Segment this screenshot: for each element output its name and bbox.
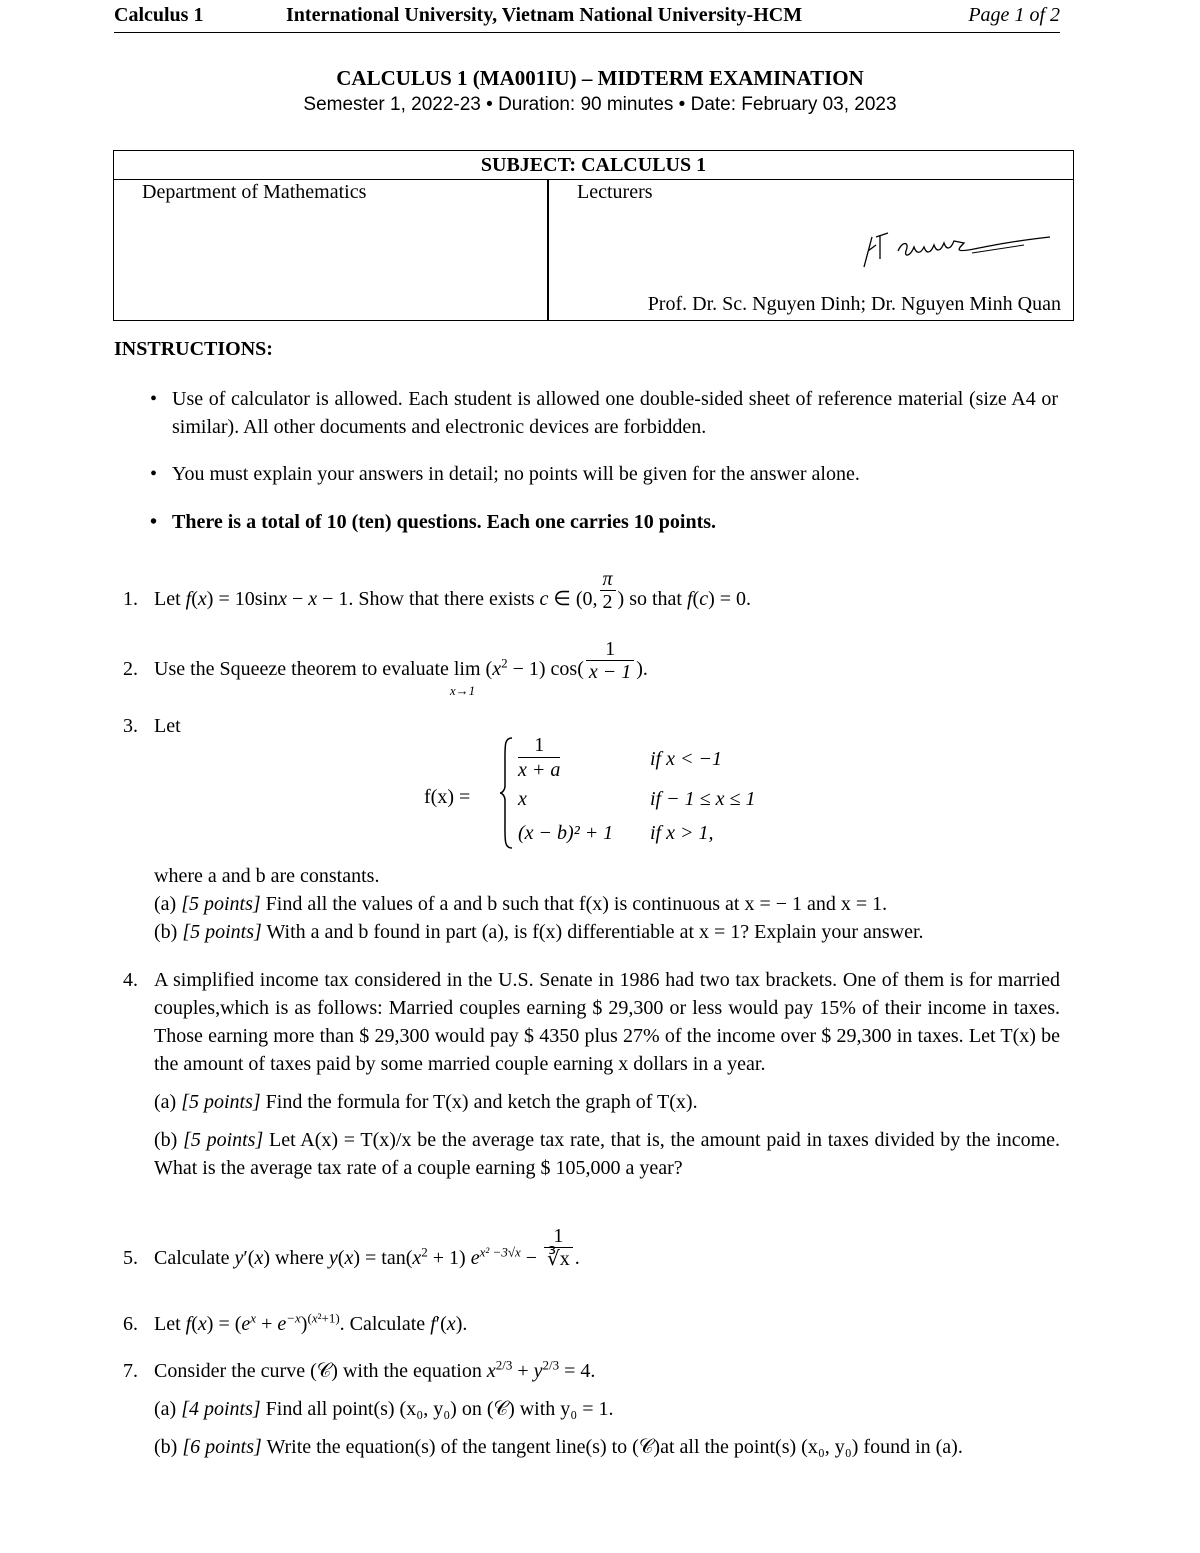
header-university: International University, Vietnam National University-HCM [286, 4, 803, 26]
question-text: Consider the curve (𝒞) with the equation $x^{2/3} + y^{2/3} = 4$. [154, 1357, 596, 1382]
bullet-icon: • [150, 388, 158, 410]
department-label: Department of Mathematics [142, 181, 367, 203]
exam-title: CALCULUS 1 (MA001IU) – MIDTERM EXAMINATION [336, 66, 864, 90]
lecturer-signature [854, 223, 1054, 271]
part-a: (a) [5 points] Find all the values of a and b such that f(x) is continuous at x = − 1 and x = 1. [154, 893, 888, 915]
instruction-text: You must explain your answers in detail; no points will be given for the answer alone. [172, 463, 860, 485]
piecewise-cond-2: if − 1 ≤ x ≤ 1 [650, 788, 756, 810]
instruction-text: Use of calculator is allowed. Each student is allowed one double-sided sheet of reference material (size A4 or similar). All other documents and electronic devices are forbidden. [172, 388, 1058, 438]
question-text: Let f(x) = 10sinx − x − 1. Show that there exists c ∈ (0, $\frac{\pi}{2}$ ) so that f(c) = 0. [154, 567, 752, 613]
question-number: 1. [123, 588, 138, 610]
question-number: 2. [123, 658, 138, 680]
instruction-text: There is a total of 10 (ten) questions. Each one carries 10 points. [172, 511, 717, 533]
bullet-icon: • [150, 463, 158, 485]
header-course: Calculus 1 [114, 4, 204, 26]
question-number: 7. [123, 1360, 138, 1382]
question-text: Let [154, 715, 181, 737]
bullet-icon: • [150, 511, 158, 533]
piecewise-cond-1: if x < −1 [650, 748, 722, 770]
instructions-heading: INSTRUCTIONS: [114, 338, 273, 360]
lecturers-names: Prof. Dr. Sc. Nguyen Dinh; Dr. Nguyen Minh Quan [647, 293, 1061, 315]
question-note: where a and b are constants. [154, 865, 380, 887]
question-number: 6. [123, 1313, 138, 1335]
piecewise-case-1: 1 x + a [518, 734, 561, 781]
piecewise-case-2: x [518, 788, 527, 810]
left-brace-icon [498, 736, 514, 850]
piecewise-cond-3: if x > 1, [650, 822, 714, 844]
question-text: Calculate y′(x) where $y(x) = \tan(x^2 + 1) e^{x^2 -3√x}$ − $\frac{1}{∛x}$ . [154, 1224, 580, 1270]
header-page-number: Page 1 of 2 [968, 4, 1060, 26]
lecturers-label: Lecturers [577, 181, 653, 203]
part-b: (b) [5 points] Let A(x) = T(x)/x be the average tax rate, that is, the amount paid in taxes divided by the income. What is the average tax rate of a couple earning $ 105,000 a year? [154, 1129, 1061, 1179]
piecewise-case-3: (x − b)² + 1 [518, 822, 614, 844]
piecewise-lhs: f(x) = [424, 786, 471, 808]
question-number: 4. [123, 969, 138, 991]
part-a: (a) [4 points] Find all point(s) (x₀, y₀) on (𝒞) with y₀ = 1. [154, 1398, 614, 1420]
question-number: 5. [123, 1247, 138, 1269]
question-text: Let $f(x) = (e^x + e^{-x})^{(x^2+1)}$. Calculate f′(x). [154, 1310, 468, 1335]
table-divider [547, 179, 549, 320]
question-text: A simplified income tax considered in the U.S. Senate in 1986 had two tax brackets. One of them is for married couples,which is as follows: Married couples earning $ 29,300 or less would pay 15% of their income in taxes. Those earning more than $ 29,300 would pay $ 4350 plus 27% of the income over $ 29,300 in taxes. Let T(x) be the amount of taxes paid by some married couple earning x dollars in a year. [154, 969, 1060, 1075]
subject-heading: SUBJECT: CALCULUS 1 [114, 151, 1073, 180]
part-b: (b) [5 points] With a and b found in part (a), is f(x) differentiable at x = 1? Explain your answer. [154, 921, 924, 943]
subject-table [113, 150, 1074, 321]
page-header [114, 4, 1060, 33]
question-text: Use the Squeeze theorem to evaluate lim x→1 $(x^2 - 1)$ cos( $\frac{1}{x - 1}$ ). [154, 637, 648, 698]
exam-subtitle: Semester 1, 2022-23 • Duration: 90 minutes • Date: February 03, 2023 [303, 94, 897, 115]
part-b: (b) [6 points] Write the equation(s) of the tangent line(s) to (𝒞)at all the point(s) (x₀, y₀) found in (a). [154, 1436, 963, 1458]
part-a: (a) [5 points] Find the formula for T(x) and ketch the graph of T(x). [154, 1091, 698, 1113]
question-number: 3. [123, 715, 138, 737]
